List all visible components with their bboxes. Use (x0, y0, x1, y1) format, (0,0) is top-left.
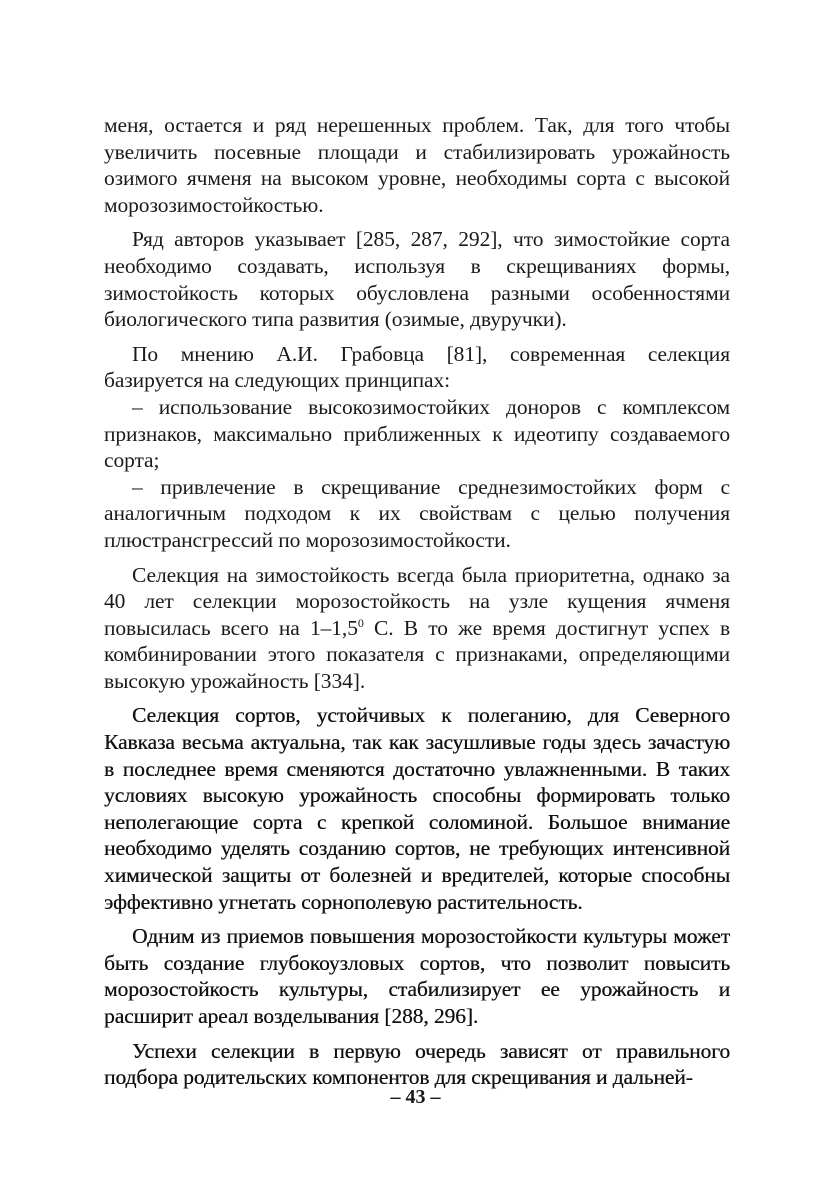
paragraph-frost-text-after: С. В то же время достигнут успех в комбинировании этого показателя с признаками, определяющими высокую урожайность [334]. (104, 615, 730, 693)
paragraph-frost-resistance (104, 562, 730, 695)
paragraph-continuation: меня, остается и ряд нерешенных проблем. Так, для того чтобы увеличить посевные площади и стабилизировать урожайность озимого ячменя на высоком уровне, необходимы сорта с высокой морозозимостойкостью. (104, 113, 730, 217)
degree-superscript: 0 (357, 615, 364, 630)
paragraph-grabovets-principles: По мнению А.И. Грабовца [81], современная селекция базируется на следующих принципах: (104, 341, 730, 393)
paragraph-breeding-success: Успехи селекции в первую очередь зависят от правильного подбора родительских компонентов для скрещивания и дальней- (104, 1038, 730, 1090)
list-item-crossing: – привлечение в скрещивание среднезимостойких форм с аналогичным подходом к их свойствам с целью получения плюстрансгрессий по морозозимостойкости. (104, 474, 730, 552)
list-item-donors: – использование высокозимостойких доноров с комплексом признаков, максимально приближенных к идеотипу создаваемого сорта; (104, 394, 730, 473)
paragraph-deep-node-varieties: Одним из приемов повышения морозостойкости культуры может быть создание глубокоузловых сортов, что позволит повысить морозостойкость культуры, стабилизирует ее урожайность и расширит ареал возделывания [288, 296]. (104, 924, 730, 1028)
paragraph-frost-text-before: Селекция на зимостойкость всегда была приоритетна, однако за 40 лет селекции морозостойкость на узле кущения ячменя повысилась всего на 1–1,5 (104, 562, 730, 640)
page-text (104, 112, 730, 1091)
paragraph-lodging-resistance: Селекция сортов, устойчивых к полеганию, для Северного Кавказа весьма актуальна, так как засушливые годы здесь зачастую в последнее время сменяются достаточно увлажненными. В таких условиях высокую урожайность способны формировать только неполегающие сорта с крепкой соломиной. Большое внимание необходимо уделять созданию сортов, не требующих интенсивной химической защиты от болезней и вредителей, которые способны эффективно угнетать сорнополевую растительность. (104, 703, 730, 914)
paragraph-authors-winter-hardiness: Ряд авторов указывает [285, 287, 292], что зимостойкие сорта необходимо создавать, используя в скрещиваниях формы, зимостойкость которых обусловлена разными особенностями биологического типа развития (озимые, двуручки). (104, 227, 730, 332)
page-number: – 43 – (390, 1086, 441, 1108)
